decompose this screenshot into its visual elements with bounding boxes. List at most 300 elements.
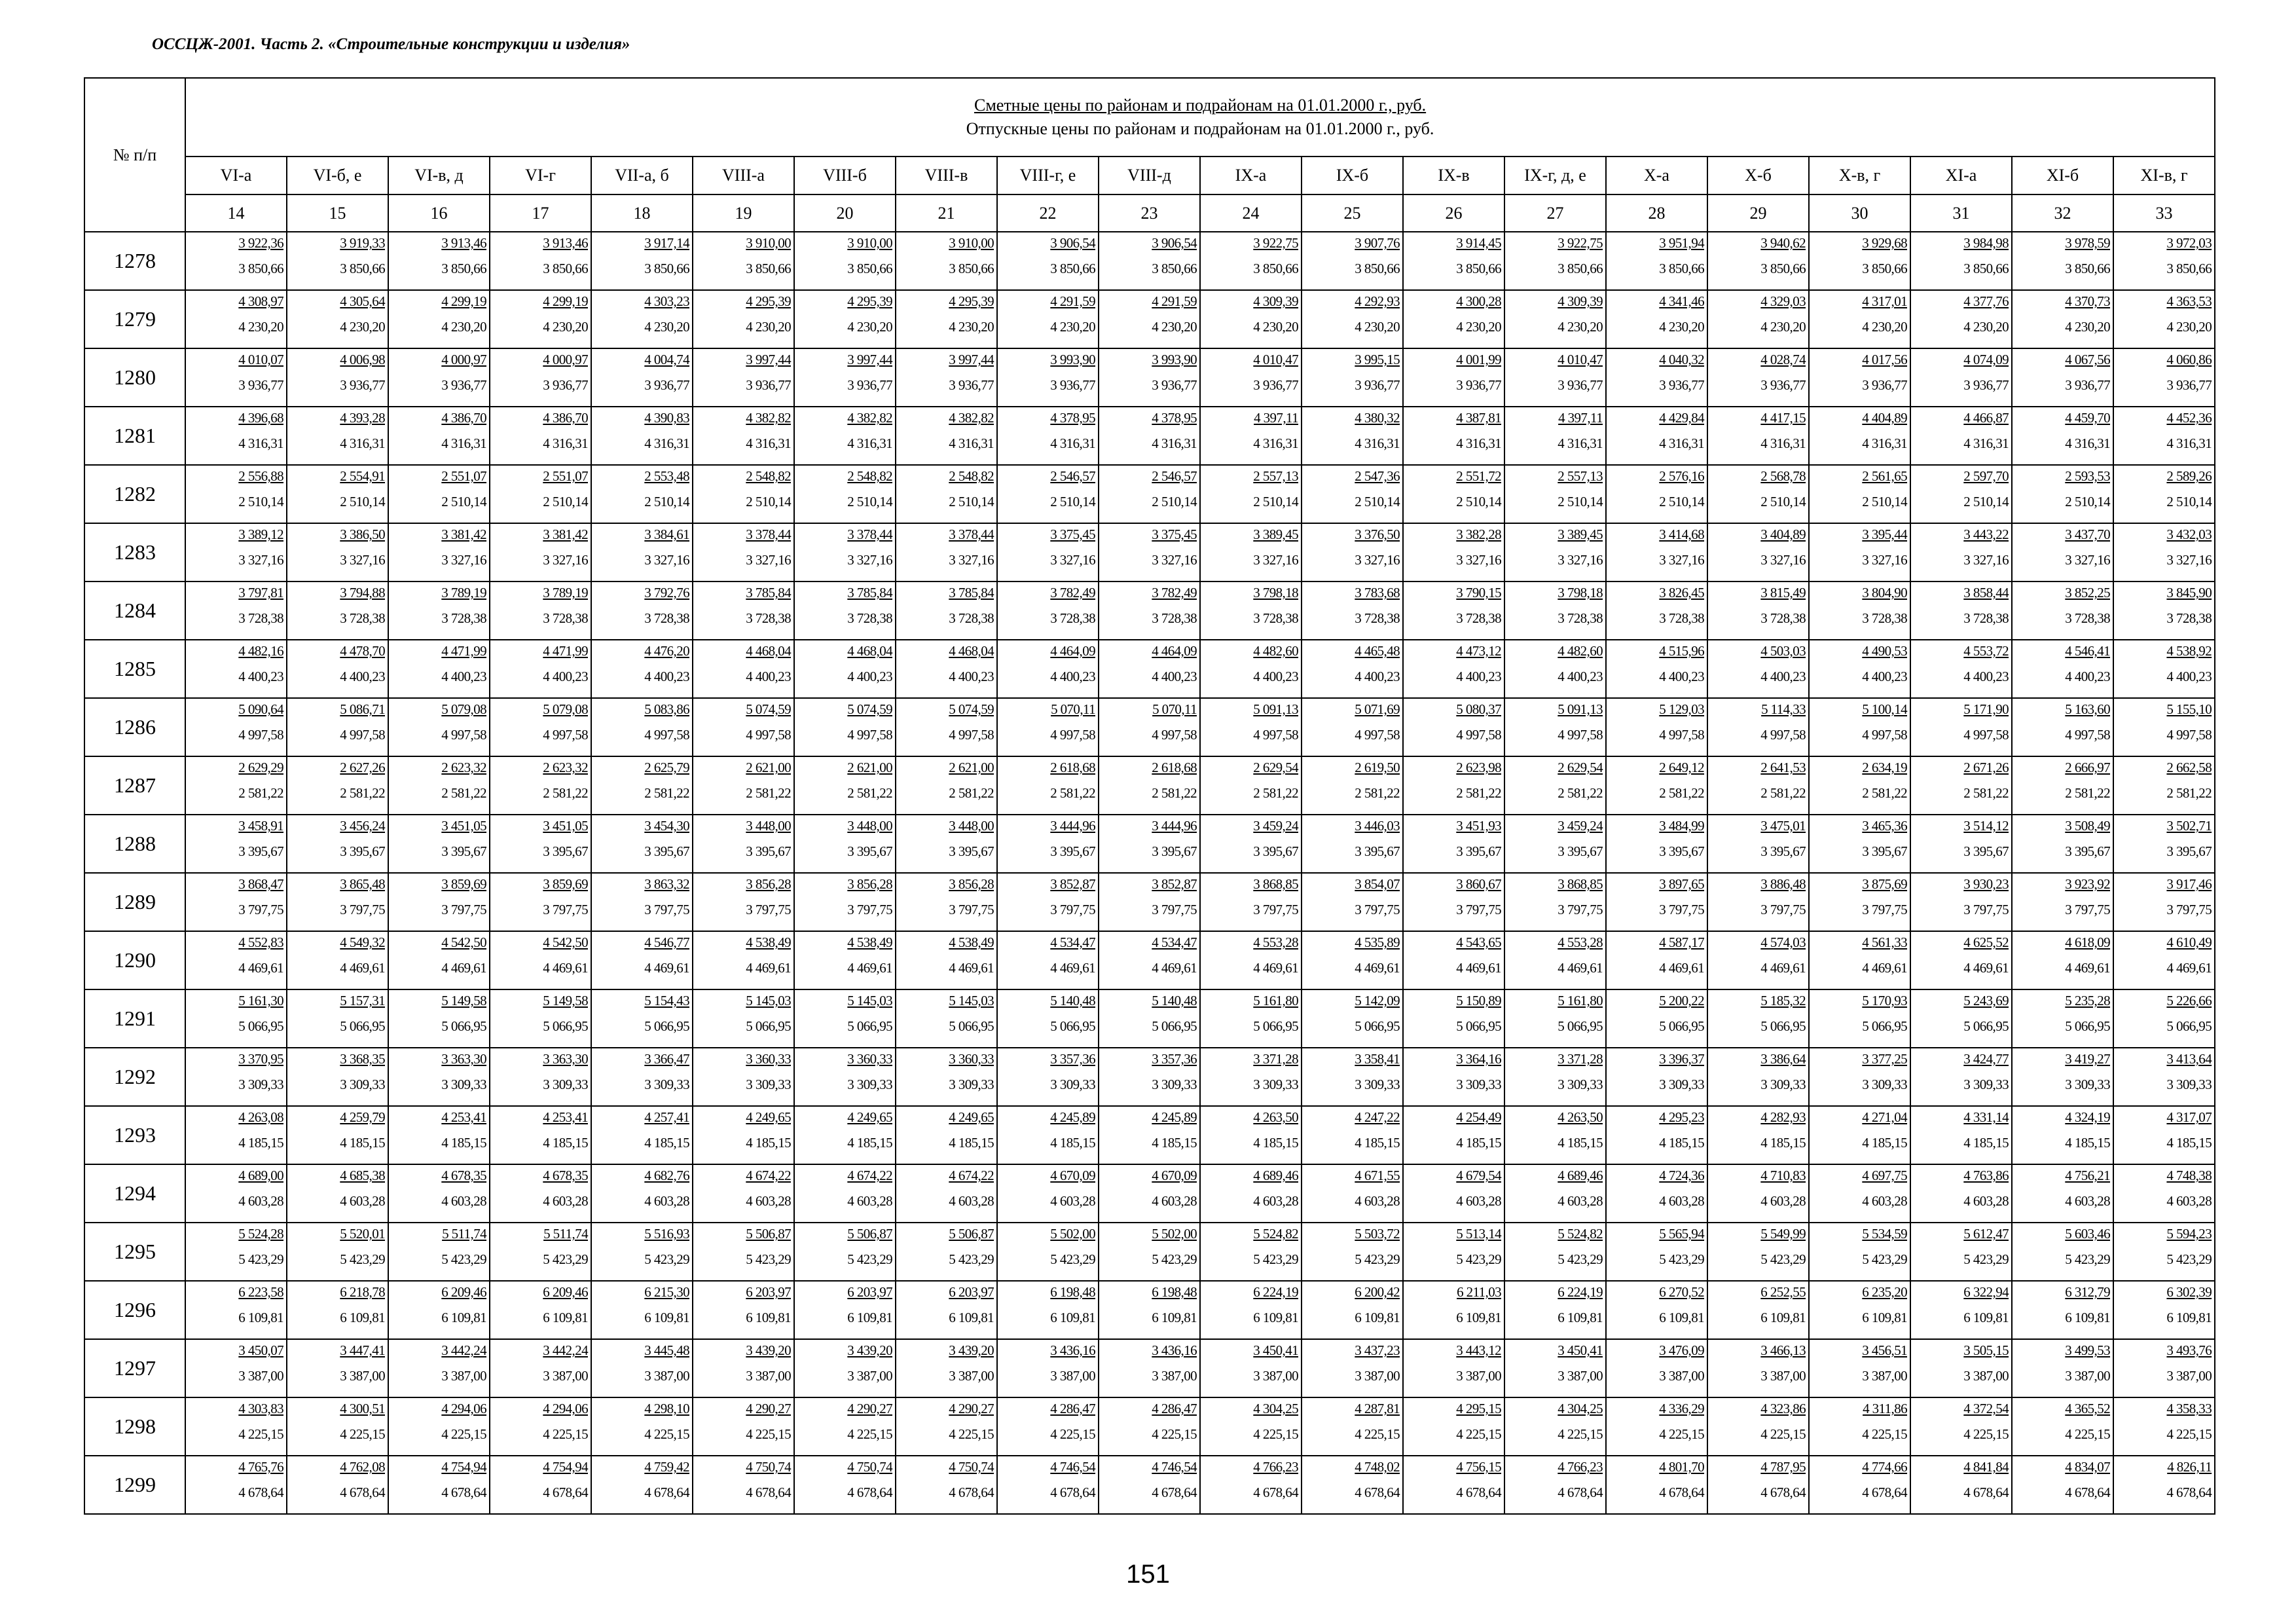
- release-price: 4 400,23: [1558, 669, 1603, 684]
- release-price: 3 728,38: [746, 610, 791, 626]
- price-cell: [1910, 581, 2012, 640]
- estimate-price: 4 390,83: [644, 410, 689, 426]
- estimate-price: 3 508,49: [2065, 818, 2110, 834]
- release-price: 6 109,81: [1253, 1310, 1298, 1325]
- price-cell: [997, 407, 1099, 465]
- estimate-price: 4 074,09: [1963, 352, 2009, 367]
- release-price: 4 603,28: [238, 1193, 283, 1209]
- estimate-price: 3 859,69: [543, 876, 588, 892]
- release-price: 4 678,64: [238, 1485, 283, 1500]
- release-price: 5 423,29: [847, 1251, 892, 1267]
- estimate-price: 3 886,48: [1760, 876, 1806, 892]
- price-cell: [1403, 523, 1504, 581]
- price-cell: [794, 1456, 896, 1514]
- price-cell: [1200, 1456, 1302, 1514]
- price-cell: [794, 873, 896, 931]
- estimate-price: 6 211,03: [1457, 1284, 1501, 1300]
- price-cell: [1606, 1106, 1707, 1164]
- release-price: 3 728,38: [949, 610, 994, 626]
- price-cell: [388, 1456, 490, 1514]
- price-cell: [1809, 1164, 1910, 1223]
- price-cell: [591, 1456, 693, 1514]
- estimate-price: 3 439,20: [949, 1342, 994, 1358]
- estimate-price: 4 300,51: [340, 1401, 385, 1416]
- estimate-price: 5 070,11: [1152, 701, 1197, 717]
- release-price: 4 678,64: [1253, 1485, 1298, 1500]
- estimate-price: 2 557,13: [1558, 468, 1603, 484]
- release-price: 4 225,15: [2065, 1426, 2110, 1442]
- estimate-price: 4 724,36: [1659, 1168, 1704, 1183]
- table-row: [84, 290, 2215, 348]
- estimate-price: 5 503,72: [1355, 1226, 1400, 1242]
- estimate-price: 4 010,47: [1558, 352, 1603, 367]
- release-price: 5 423,29: [1862, 1251, 1907, 1267]
- price-cell: [1910, 290, 2012, 348]
- release-price: 3 395,67: [1963, 843, 2009, 859]
- column-number: 20: [794, 194, 896, 232]
- estimate-price: 4 417,15: [1760, 410, 1806, 426]
- estimate-price: 3 913,46: [543, 235, 588, 251]
- release-price: 3 728,38: [1152, 610, 1197, 626]
- release-price: 3 936,77: [238, 377, 283, 393]
- estimate-price: 3 424,77: [1963, 1051, 2009, 1067]
- estimate-price: 4 303,23: [644, 293, 689, 309]
- price-cell: [185, 290, 287, 348]
- price-cell: [1606, 1397, 1707, 1456]
- price-cell: [2012, 1281, 2113, 1339]
- row-number: 1296: [84, 1281, 185, 1339]
- price-cell: [896, 873, 997, 931]
- estimate-price: 3 459,24: [1558, 818, 1603, 834]
- estimate-price: 3 446,03: [1355, 818, 1400, 834]
- release-price: 3 395,67: [2166, 843, 2212, 859]
- estimate-price: 6 270,52: [1659, 1284, 1704, 1300]
- price-cell: [1707, 873, 1809, 931]
- price-cell: [794, 523, 896, 581]
- estimate-price: 4 299,19: [441, 293, 486, 309]
- release-price: 4 400,23: [1152, 669, 1197, 684]
- estimate-price: 3 370,95: [238, 1051, 283, 1067]
- release-price: 3 936,77: [1760, 377, 1806, 393]
- release-price: 3 797,75: [746, 902, 791, 917]
- release-price: 6 109,81: [1760, 1310, 1806, 1325]
- price-cell: [693, 931, 794, 989]
- price-cell: [997, 873, 1099, 931]
- estimate-price: 4 452,36: [2166, 410, 2212, 426]
- release-price: 3 327,16: [1050, 552, 1095, 568]
- estimate-price: 4 574,03: [1760, 934, 1806, 950]
- price-cell: [2012, 873, 2113, 931]
- region-header: VIII-б: [794, 157, 896, 194]
- estimate-price: 5 506,87: [847, 1226, 892, 1242]
- estimate-price: 3 997,44: [746, 352, 791, 367]
- release-price: 3 936,77: [1152, 377, 1197, 393]
- release-price: 3 936,77: [1862, 377, 1907, 393]
- region-header: ХI-а: [1910, 157, 2012, 194]
- estimate-price: 3 782,49: [1152, 585, 1197, 600]
- release-price: 4 316,31: [1456, 435, 1501, 451]
- release-price: 4 185,15: [1963, 1135, 2009, 1151]
- price-cell: [2012, 407, 2113, 465]
- estimate-price: 3 995,15: [1355, 352, 1400, 367]
- release-price: 3 327,16: [340, 552, 385, 568]
- price-cell: [1910, 640, 2012, 698]
- release-price: 4 603,28: [543, 1193, 588, 1209]
- price-cell: [388, 698, 490, 756]
- price-cell: [794, 698, 896, 756]
- price-cell: [1707, 931, 1809, 989]
- release-price: 3 327,16: [1659, 552, 1704, 568]
- release-price: 2 510,14: [949, 494, 994, 509]
- estimate-price: 4 561,33: [1862, 934, 1907, 950]
- release-price: 4 469,61: [543, 960, 588, 976]
- price-cell: [1403, 931, 1504, 989]
- estimate-price: 3 437,23: [1355, 1342, 1400, 1358]
- estimate-price: 4 040,32: [1659, 352, 1704, 367]
- release-price: 2 510,14: [847, 494, 892, 509]
- price-cell: [896, 1339, 997, 1397]
- region-header: ХI-б: [2012, 157, 2113, 194]
- release-price: 3 850,66: [1558, 261, 1603, 276]
- price-cell: [1504, 1281, 1606, 1339]
- estimate-price: 4 759,42: [644, 1459, 689, 1475]
- estimate-price: 4 766,23: [1253, 1459, 1298, 1475]
- price-cell: [997, 581, 1099, 640]
- release-price: 3 797,75: [2065, 902, 2110, 917]
- estimate-price: 3 404,89: [1760, 526, 1806, 542]
- estimate-price: 3 445,48: [644, 1342, 689, 1358]
- price-cell: [1504, 1048, 1606, 1106]
- estimate-price: 4 323,86: [1760, 1401, 1806, 1416]
- release-price: 3 387,00: [644, 1368, 689, 1384]
- estimate-price: 4 618,09: [2065, 934, 2110, 950]
- estimate-price: 3 860,67: [1456, 876, 1501, 892]
- estimate-price: 4 286,47: [1152, 1401, 1197, 1416]
- release-price: 4 316,31: [746, 435, 791, 451]
- release-price: 4 469,61: [1253, 960, 1298, 976]
- estimate-price: 3 466,13: [1760, 1342, 1806, 1358]
- release-price: 4 185,15: [1760, 1135, 1806, 1151]
- price-cell: [2113, 640, 2215, 698]
- price-cell: [794, 1106, 896, 1164]
- price-cell: [1504, 931, 1606, 989]
- release-price: 3 797,75: [1760, 902, 1806, 917]
- price-cell: [1910, 232, 2012, 290]
- estimate-price: 4 001,99: [1456, 352, 1501, 367]
- price-cell: [287, 756, 388, 815]
- estimate-price: 4 750,74: [746, 1459, 791, 1475]
- release-price: 2 581,22: [949, 785, 994, 801]
- row-number: 1288: [84, 815, 185, 873]
- estimate-price: 6 224,19: [1253, 1284, 1298, 1300]
- price-cell: [185, 465, 287, 523]
- estimate-price: 5 071,69: [1355, 701, 1400, 717]
- price-cell: [287, 523, 388, 581]
- estimate-price: 5 074,59: [847, 701, 892, 717]
- column-number: 19: [693, 194, 794, 232]
- price-cell: [591, 1048, 693, 1106]
- row-number: 1295: [84, 1223, 185, 1281]
- estimate-price: 3 414,68: [1659, 526, 1704, 542]
- price-cell: [2012, 1164, 2113, 1223]
- estimate-price: 4 543,65: [1456, 934, 1501, 950]
- estimate-price: 4 290,27: [949, 1401, 994, 1416]
- price-cell: [490, 232, 591, 290]
- region-header: Х-а: [1606, 157, 1707, 194]
- release-price: 5 066,95: [2166, 1018, 2212, 1034]
- release-price: 3 728,38: [1456, 610, 1501, 626]
- estimate-price: 3 940,62: [1760, 235, 1806, 251]
- estimate-price: 2 621,00: [949, 760, 994, 775]
- price-cell: [1200, 873, 1302, 931]
- price-cell: [1707, 1339, 1809, 1397]
- release-price: 4 316,31: [949, 435, 994, 451]
- price-cell: [997, 348, 1099, 407]
- release-price: 4 225,15: [543, 1426, 588, 1442]
- estimate-price: 4 245,89: [1152, 1109, 1197, 1125]
- price-cell: [794, 581, 896, 640]
- estimate-price: 3 363,30: [441, 1051, 486, 1067]
- column-number-row: [84, 194, 2215, 232]
- estimate-price: 4 468,04: [949, 643, 994, 659]
- release-price: 3 728,38: [1050, 610, 1095, 626]
- estimate-price: 3 798,18: [1253, 585, 1298, 600]
- release-price: 3 327,16: [2065, 552, 2110, 568]
- estimate-price: 5 145,03: [746, 993, 791, 1008]
- price-cell: [1302, 232, 1403, 290]
- estimate-price: 5 091,13: [1558, 701, 1603, 717]
- estimate-price: 3 914,45: [1456, 235, 1501, 251]
- estimate-price: 5 506,87: [949, 1226, 994, 1242]
- estimate-price: 4 490,53: [1862, 643, 1907, 659]
- estimate-price: 5 086,71: [340, 701, 385, 717]
- release-price: 6 109,81: [1050, 1310, 1095, 1325]
- release-price: 3 936,77: [1963, 377, 2009, 393]
- price-cell: [1707, 1164, 1809, 1223]
- estimate-price: 4 671,55: [1355, 1168, 1400, 1183]
- release-price: 3 309,33: [1355, 1077, 1400, 1092]
- estimate-price: 4 271,04: [1862, 1109, 1907, 1125]
- estimate-price: 3 852,87: [1152, 876, 1197, 892]
- price-cell: [1099, 756, 1200, 815]
- estimate-price: 4 503,03: [1760, 643, 1806, 659]
- estimate-price: 4 308,97: [238, 293, 283, 309]
- release-price: 4 185,15: [1659, 1135, 1704, 1151]
- estimate-price: 4 000,97: [441, 352, 486, 367]
- estimate-price: 3 378,44: [746, 526, 791, 542]
- region-header: VI-б, е: [287, 157, 388, 194]
- price-cell: [388, 1223, 490, 1281]
- estimate-price: 3 789,19: [543, 585, 588, 600]
- price-cell: [185, 1106, 287, 1164]
- price-cell: [1099, 465, 1200, 523]
- estimate-price: 4 060,86: [2166, 352, 2212, 367]
- estimate-price: 4 378,95: [1152, 410, 1197, 426]
- price-cell: [1099, 873, 1200, 931]
- release-price: 2 581,22: [1456, 785, 1501, 801]
- price-cell: [1606, 290, 1707, 348]
- estimate-price: 4 378,95: [1050, 410, 1095, 426]
- estimate-price: 2 621,00: [746, 760, 791, 775]
- price-cell: [896, 581, 997, 640]
- price-cell: [185, 1339, 287, 1397]
- release-price: 3 327,16: [746, 552, 791, 568]
- column-number: 29: [1707, 194, 1809, 232]
- region-header: VI-г: [490, 157, 591, 194]
- release-price: 2 581,22: [1253, 785, 1298, 801]
- price-cell: [1910, 989, 2012, 1048]
- release-price: 3 797,75: [1050, 902, 1095, 917]
- release-price: 5 423,29: [644, 1251, 689, 1267]
- release-price: 3 387,00: [1862, 1368, 1907, 1384]
- release-price: 6 109,81: [746, 1310, 791, 1325]
- estimate-price: 4 324,19: [2065, 1109, 2110, 1125]
- release-price: 4 400,23: [746, 669, 791, 684]
- release-price: 3 309,33: [746, 1077, 791, 1092]
- price-cell: [2012, 1397, 2113, 1456]
- estimate-price: 2 629,54: [1558, 760, 1603, 775]
- release-price: 5 066,95: [847, 1018, 892, 1034]
- release-price: 6 109,81: [441, 1310, 486, 1325]
- estimate-price: 3 382,28: [1456, 526, 1501, 542]
- price-cell: [591, 931, 693, 989]
- release-price: 4 678,64: [949, 1485, 994, 1500]
- estimate-price: 3 357,36: [1050, 1051, 1095, 1067]
- release-price: 3 309,33: [847, 1077, 892, 1092]
- estimate-price: 2 618,68: [1152, 760, 1197, 775]
- price-cell: [693, 1164, 794, 1223]
- release-price: 4 225,15: [2166, 1426, 2212, 1442]
- release-price: 3 797,75: [1456, 902, 1501, 917]
- estimate-price: 3 929,68: [1862, 235, 1907, 251]
- release-price: 4 225,15: [441, 1426, 486, 1442]
- estimate-price: 4 309,39: [1558, 293, 1603, 309]
- release-price: 3 309,33: [238, 1077, 283, 1092]
- release-price: 3 327,16: [1355, 552, 1400, 568]
- price-cell: [287, 873, 388, 931]
- estimate-price: 6 215,30: [644, 1284, 689, 1300]
- release-price: 4 230,20: [1558, 319, 1603, 335]
- release-price-caption: Отпускные цены по районам и подрайонам на 01.01.2000 г., руб.: [966, 119, 1434, 138]
- estimate-price: 4 380,32: [1355, 410, 1400, 426]
- release-price: 4 225,15: [1760, 1426, 1806, 1442]
- estimate-price: 3 845,90: [2166, 585, 2212, 600]
- release-price: 6 109,81: [1862, 1310, 1907, 1325]
- release-price: 4 997,58: [949, 727, 994, 743]
- price-cell: [388, 232, 490, 290]
- price-cell: [490, 1397, 591, 1456]
- release-price: 4 997,58: [238, 727, 283, 743]
- release-price: 6 109,81: [238, 1310, 283, 1325]
- release-price: 6 109,81: [1659, 1310, 1704, 1325]
- release-price: 4 678,64: [1456, 1485, 1501, 1500]
- release-price: 2 581,22: [644, 785, 689, 801]
- price-cell: [1504, 407, 1606, 465]
- price-cell: [490, 1106, 591, 1164]
- release-price: 4 230,20: [2065, 319, 2110, 335]
- price-cell: [896, 1164, 997, 1223]
- release-price: 4 400,23: [543, 669, 588, 684]
- price-cell: [1302, 1339, 1403, 1397]
- release-price: 3 850,66: [2166, 261, 2212, 276]
- estimate-price: 4 535,89: [1355, 934, 1400, 950]
- estimate-price: 4 689,46: [1558, 1168, 1603, 1183]
- price-cell: [1606, 1339, 1707, 1397]
- estimate-price: 4 263,08: [238, 1109, 283, 1125]
- price-cell: [896, 348, 997, 407]
- column-number: 22: [997, 194, 1099, 232]
- price-cell: [1606, 1456, 1707, 1514]
- estimate-price: 4 382,82: [949, 410, 994, 426]
- estimate-price: 4 678,35: [441, 1168, 486, 1183]
- estimate-price: 4 253,41: [441, 1109, 486, 1125]
- price-cell: [1809, 1106, 1910, 1164]
- estimate-price: 3 865,48: [340, 876, 385, 892]
- price-cell: [1099, 523, 1200, 581]
- release-price: 3 309,33: [1862, 1077, 1907, 1092]
- release-price: 3 797,75: [340, 902, 385, 917]
- price-cell: [1910, 815, 2012, 873]
- release-price: 4 603,28: [1760, 1193, 1806, 1209]
- estimate-price: 3 454,30: [644, 818, 689, 834]
- estimate-price: 2 551,07: [441, 468, 486, 484]
- price-cell: [1504, 1223, 1606, 1281]
- price-cell: [591, 523, 693, 581]
- release-price: 3 327,16: [238, 552, 283, 568]
- release-price: 4 678,64: [1050, 1485, 1095, 1500]
- release-price: 3 309,33: [949, 1077, 994, 1092]
- price-cell: [287, 1397, 388, 1456]
- price-cell: [2012, 815, 2113, 873]
- release-price: 3 797,75: [1152, 902, 1197, 917]
- price-cell: [1200, 407, 1302, 465]
- price-cell: [1910, 523, 2012, 581]
- estimate-price: 3 910,00: [847, 235, 892, 251]
- estimate-price: 3 371,28: [1558, 1051, 1603, 1067]
- estimate-price: 2 671,26: [1963, 760, 2009, 775]
- price-cell: [1707, 581, 1809, 640]
- price-cell: [287, 815, 388, 873]
- price-cell: [185, 873, 287, 931]
- price-cell: [1099, 640, 1200, 698]
- release-price: 3 327,16: [1558, 552, 1603, 568]
- estimate-price: 2 589,26: [2166, 468, 2212, 484]
- release-price: 4 469,61: [1152, 960, 1197, 976]
- estimate-price: 6 200,42: [1355, 1284, 1400, 1300]
- release-price: 4 400,23: [2166, 669, 2212, 684]
- estimate-price: 2 568,78: [1760, 468, 1806, 484]
- estimate-price: 2 629,29: [238, 760, 283, 775]
- price-cell: [490, 1223, 591, 1281]
- estimate-price: 4 331,14: [1963, 1109, 2009, 1125]
- price-cell: [1403, 1397, 1504, 1456]
- price-cell: [2113, 1281, 2215, 1339]
- price-cell: [1707, 465, 1809, 523]
- price-cell: [1910, 931, 2012, 989]
- price-cell: [1302, 581, 1403, 640]
- release-price: 3 387,00: [746, 1368, 791, 1384]
- estimate-price: 5 157,31: [340, 993, 385, 1008]
- release-price: 4 678,64: [847, 1485, 892, 1500]
- price-cell: [1707, 1048, 1809, 1106]
- estimate-price: 4 363,53: [2166, 293, 2212, 309]
- release-price: 5 423,29: [1963, 1251, 2009, 1267]
- release-price: 4 225,15: [1456, 1426, 1501, 1442]
- price-cell: [997, 1456, 1099, 1514]
- price-cell: [2012, 290, 2113, 348]
- release-price: 6 109,81: [949, 1310, 994, 1325]
- release-price: 2 510,14: [1050, 494, 1095, 509]
